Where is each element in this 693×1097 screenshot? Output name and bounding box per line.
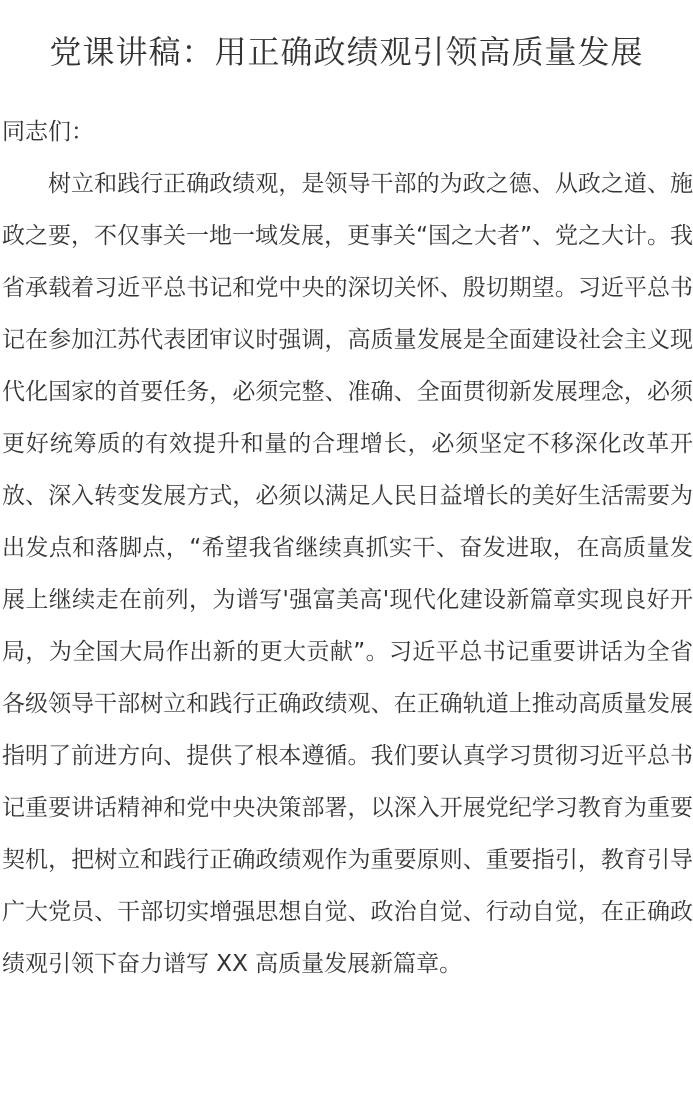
document-title: 党课讲稿：用正确政绩观引领高质量发展 (49, 33, 644, 71)
body-paragraph: 树立和践行正确政绩观，是领导干部的为政之德、从政之道、施政之要，不仅事关一地一域发展，更事关“国之大者”、党之大计。我省承载着习近平总书记和党中央的深切关怀、殷切期望。习近平总书记在参加江苏代表团审议时强调，高质量发展是全面建设社会主义现代化国家的首要任务，必须完整、准确、全面贯彻新发展理念，必须更好统筹质的有效提升和量的合理增长，必须坚定不移深化改革开放、深入转变发展方式，必须以满足人民日益增长的美好生活需要为出发点和落脚点，“希望我省继续真抓实干、奋发进取，在高质量发展上继续走在前列，为谱写'强富美高'现代化建设新篇章实现良好开局，为全国大局作出新的更大贡献”。习近平总书记重要讲话为全省各级领导干部树立和践行正确政绩观、在正确轨道上推动高质量发展指明了前进方向、提供了根本遵循。我们要认真学习贯彻习近平总书记重要讲话精神和党中央决策部署，以深入开展党纪学习教育为重要契机，把树立和践行正确政绩观作为重要原则、重要指引，教育引导广大党员、干部切实增强思想自觉、政治自觉、行动自觉，在正确政绩观引领下奋力谱写 XX 高质量发展新篇章。 (2, 171, 693, 977)
salutation: 同志们： (2, 119, 94, 145)
